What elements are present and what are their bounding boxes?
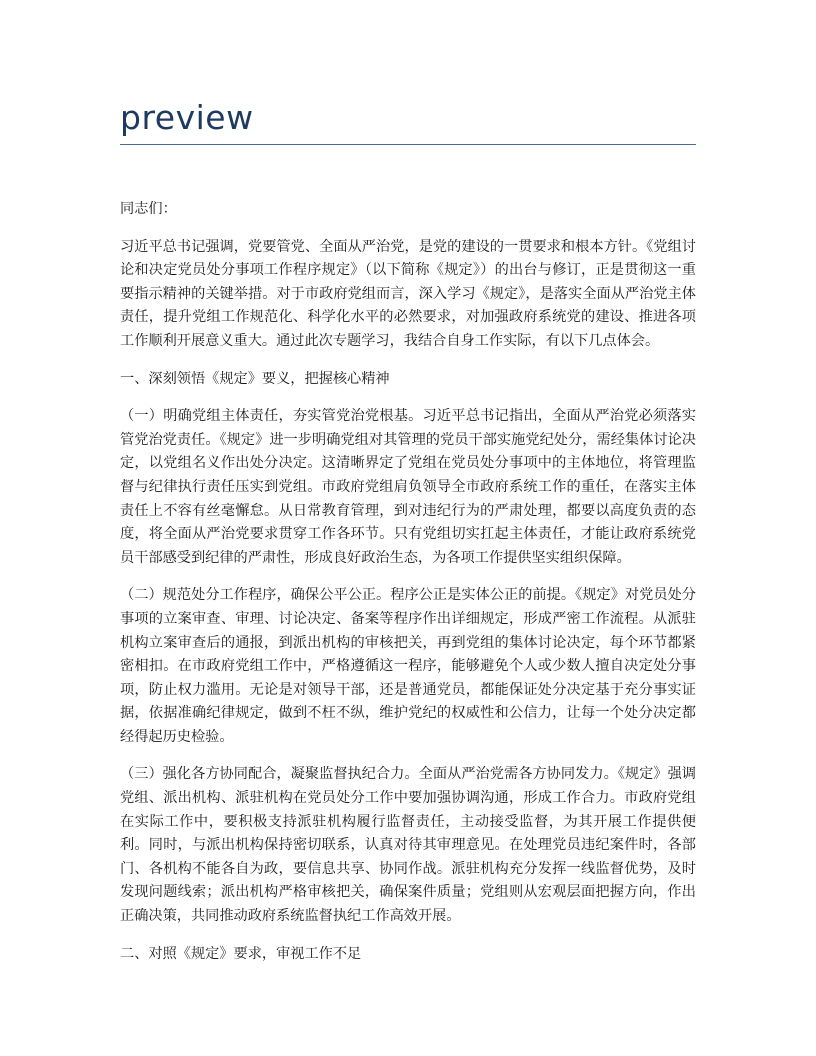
section-heading-1: 一、深刻领悟《规定》要义，把握核心精神 (120, 370, 390, 387)
subsection-paragraph-1: （一）明确党组主体责任，夯实管党治党根基。习近平总书记指出，全面从严治党必须落实管党治党责任。《规定》进一步明确党组对其管理的党员干部实施党纪处分，需经集体讨论决定，以党组名义作出处分决定。这清晰界定了党组在党员处分事项中的主体地位，将管理监督与纪律执行责任压实到党组。市政府党组肩负领导全市政府系统工作的重任，在落实主体责任上不容有丝毫懈怠。从日常教育管理，到对违纪行为的严肃处理，都要以高度负责的态度，将全面从严治党要求贯穿工作各环节。只有党组切实扛起主体责任，才能让政府系统党员干部感受到纪律的严肃性，形成良好政治生态，为各项工作提供坚实组织保障。 (120, 408, 696, 566)
section-heading-2: 二、对照《规定》要求，审视工作不足 (120, 945, 362, 962)
document-body (120, 198, 696, 980)
subsection-paragraph-3: （三）强化各方协同配合，凝聚监督执纪合力。全面从严治党需各方协同发力。《规定》强调党组、派出机构、派驻机构在党员处分工作中要加强协调沟通，形成工作合力。市政府党组在实际工作中，要积极支持派驻机构履行监督责任，主动接受监督，为其开展工作提供便利。同时，与派出机构保持密切联系，认真对待其审理意见。在处理党员违纪案件时，各部门、各机构不能各自为政，要信息共享、协同作战。派驻机构充分发挥一线监督优势，及时发现问题线索；派出机构严格审核把关，确保案件质量；党组则从宏观层面把握方向，作出正确决策，共同推动政府系统监督执纪工作高效开展。 (120, 766, 696, 925)
subsection-paragraph-2: （二）规范处分工作程序，确保公平公正。程序公正是实体公正的前提。《规定》对党员处分事项的立案审查、审理、讨论决定、备案等程序作出详细规定，形成严密工作流程。从派驻机构立案审查后的通报，到派出机构的审核把关，再到党组的集体讨论决定，每个环节都紧密相扣。在市政府党组工作中，严格遵循这一程序，能够避免个人或少数人擅自决定处分事项，防止权力滥用。无论是对领导干部，还是普通党员，都能保证处分决定基于充分事实证据，依据准确纪律规定，做到不枉不纵，维护党纪的权威性和公信力，让每一个处分决定都经得起历史检验。 (120, 587, 696, 745)
salutation-paragraph: 同志们： (120, 201, 177, 217)
intro-paragraph: 习近平总书记强调，党要管党、全面从严治党，是党的建设的一贯要求和根本方针。《党组讨论和决定党员处分事项工作程序规定》（以下简称《规定》）的出台与修订，正是贯彻这一重要指示精神的关键举措。对于市政府党组而言，深入学习《规定》，是落实全面从严治党主体责任，提升党组工作规范化、科学化水平的必然要求，对加强政府系统党的建设、推进各项工作顺利开展意义重大。通过此次专题学习，我结合自身工作实际，有以下几点体会。 (120, 238, 696, 349)
document-title: preview (120, 98, 254, 137)
title-divider (120, 144, 696, 145)
